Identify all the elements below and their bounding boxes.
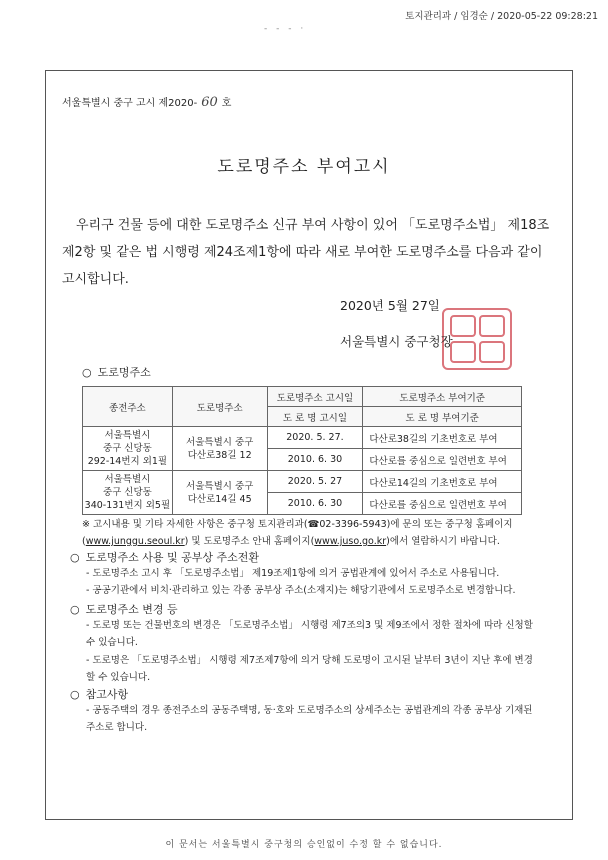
- body-line-1: 우리구 건물 등에 대한 도로명주소 신규 부여 사항이 있어 「도로명주소법」 제18조: [76, 218, 550, 233]
- notice-number-line: [62, 94, 231, 110]
- road-line: 서울특별시 중구: [186, 480, 254, 492]
- juso-homepage-link[interactable]: www.juso.go.kr: [314, 536, 387, 547]
- jibun-line: 중구 신당동: [102, 443, 152, 454]
- notice-date-cell: 2020. 5. 27.: [267, 427, 363, 449]
- section-change-heading: [70, 601, 178, 617]
- table-row: [83, 427, 522, 449]
- note-text: ) 및 도로명주소 안내 홈페이지(: [184, 536, 315, 547]
- note-text: ※ 고시내용 및 기타 자세한 사항은 중구청 토지관리과(☎02-3396-5943)에 문의 또는 중구청 홈페이지: [82, 519, 513, 530]
- seal-glyph: [479, 341, 505, 363]
- body-line-3: 고시합니다.: [62, 272, 129, 287]
- issuing-organization: 서울특별시 중구청장: [340, 334, 453, 349]
- notice-date-cell: 2020. 5. 27: [267, 471, 363, 493]
- table-row: [83, 471, 522, 493]
- notice-date: 2020년 5월 27일: [340, 298, 440, 313]
- list-item: - 도로명은 「도로명주소법」 시행령 제7조제7항에 의거 당해 도로명이 고시된 날부터 3년이 지난 후에 변경할 수 있습니다.: [86, 655, 533, 683]
- jibun-cell: [83, 471, 173, 515]
- section-ref-heading: [70, 686, 128, 702]
- seal-glyph: [450, 315, 476, 337]
- jibun-line: 중구 신당동: [102, 487, 152, 498]
- road-cell: [172, 427, 267, 471]
- seal-glyph: [450, 341, 476, 363]
- bullet-icon: ○: [82, 366, 92, 379]
- address-table: [82, 386, 522, 515]
- header-criteria: 도로명주소 부여기준: [363, 387, 522, 407]
- bullet-icon: ○: [70, 551, 80, 564]
- criteria-cell: 다산로를 중심으로 일련번호 부여: [363, 449, 522, 471]
- notice-date-cell: 2010. 6. 30: [267, 493, 363, 515]
- jibun-line: 서울특별시: [104, 474, 151, 485]
- page-title: 도로명주소 부여고시: [217, 157, 391, 177]
- criteria-cell: 다산로를 중심으로 일련번호 부여: [363, 493, 522, 515]
- notice-prefix: 서울특별시 중구 고시 제2020-: [62, 98, 198, 109]
- list-item: - 도로명주소 고시 후 「도로명주소법」 제19조제1항에 의거 공법관계에 있어서 주소로 사용됩니다.: [86, 568, 500, 579]
- criteria-cell: 다산로38길의 기초번호로 부여: [363, 427, 522, 449]
- section-ref-label: 참고사항: [85, 688, 129, 701]
- scan-dots: - - - ·: [264, 24, 307, 34]
- bullet-icon: ○: [70, 603, 80, 616]
- road-cell: [172, 471, 267, 515]
- list-item: - 공공기관에서 비치·관리하고 있는 각종 공부상 주소(소재지)는 해당기관에서 도로명주소로 변경합니다.: [86, 585, 516, 596]
- header-notice-day: 도로명주소 고시일: [267, 387, 363, 407]
- jibun-cell: [83, 427, 173, 471]
- document-footer: 이 문서는 서울특별시 중구청의 승인없이 수정 할 수 없습니다.: [165, 840, 443, 850]
- list-item: - 도로명 또는 건물번호의 변경은 「도로명주소법」 시행령 제7조의3 및 제9조에서 정한 절차에 따라 신청할 수 있습니다.: [86, 620, 533, 648]
- announcement-body: [62, 212, 552, 293]
- jibun-line: 서울특별시: [104, 430, 151, 441]
- jibun-line: 340-131번지 외5필: [84, 500, 171, 511]
- inquiry-note: [82, 516, 552, 550]
- notice-number-handwritten: 60: [201, 95, 218, 110]
- header-road: 도로명주소: [172, 387, 267, 427]
- section-use-label: 도로명주소 사용 및 공부상 주소전환: [85, 551, 259, 564]
- note-paren-open: (: [82, 536, 86, 547]
- section-address-heading: [82, 364, 151, 380]
- section-use-heading: [70, 549, 259, 565]
- list-item: - 공동주택의 경우 종전주소의 공동주택명, 동·호와 도로명주소의 상세주소는 공법관계의 각종 공부상 기재된 주소로 합니다.: [86, 705, 533, 733]
- document-stamp-header: 토지관리과 / 임경순 / 2020-05-22 09:28:21: [405, 11, 598, 22]
- bullet-icon: ○: [70, 688, 80, 701]
- notice-date-cell: 2010. 6. 30: [267, 449, 363, 471]
- road-line: 서울특별시 중구: [186, 436, 254, 448]
- junggu-homepage-link[interactable]: www.junggu.seoul.kr: [85, 536, 185, 547]
- jibun-line: 292-14번지 외1필: [87, 456, 168, 467]
- road-line: 다산로14길 45: [187, 493, 252, 505]
- body-line-2: 제2항 및 같은 법 시행령 제24조제1항에 따라 새로 부여한 도로명주소를 다음과 같이: [62, 245, 543, 260]
- road-line: 다산로38길 12: [187, 449, 252, 461]
- seal-glyph: [479, 315, 505, 337]
- notice-suffix: 호: [221, 98, 232, 109]
- header-jibun: 종전주소: [83, 387, 173, 427]
- header-notice-day-sub: 도 로 명 고시일: [267, 407, 363, 427]
- note-text: )에서 열람하시기 바랍니다.: [386, 536, 500, 547]
- section-change-label: 도로명주소 변경 등: [85, 603, 178, 616]
- criteria-cell: 다산로14길의 기초번호로 부여: [363, 471, 522, 493]
- section-address-label: 도로명주소: [97, 366, 151, 379]
- header-criteria-sub: 도 로 명 부여기준: [363, 407, 522, 427]
